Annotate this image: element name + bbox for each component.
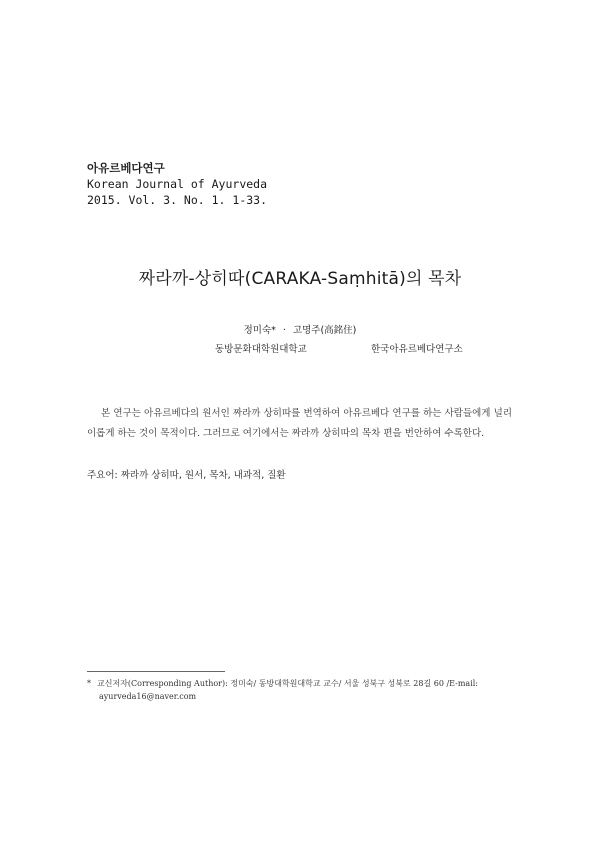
footnote-mark: *	[87, 679, 91, 688]
author-line	[0, 322, 600, 336]
journal-header	[87, 160, 267, 208]
affiliation-2: 한국아유르베다연구소	[371, 344, 463, 355]
journal-name-english: Korean Journal of Ayurveda	[87, 177, 268, 191]
abstract-paragraph: 본 연구는 아유르베다의 원서인 짜라까 상히따를 번역하여 아유르베다 연구를 하는 사람들에게 널리 이롭게 하는 것이 목적이다. 그러므로 여기에서는 짜라까 상히따의 목차 편을 번안하여 수록한다.	[87, 408, 512, 439]
affiliation-1: 동방문화대학원대학교	[215, 344, 307, 355]
footnote-email: ayurveda16@naver.com	[99, 692, 197, 701]
footnote-divider	[87, 671, 225, 672]
author-1: 정미숙*	[243, 325, 276, 336]
paper-title: 짜라까-상히따(CARAKA-Saṃhitā)의 목차	[138, 269, 462, 289]
keywords-line: 주요어: 짜라까 상히따, 원서, 목차, 내과적, 질환	[87, 470, 286, 481]
journal-name-korean: 아유르베다연구	[87, 161, 165, 175]
footnote-line-1: 교신저자(Corresponding Author): 정미숙/ 동방대학원대학교 교수/ 서울 성북구 성북로 28길 60 /E-mail:	[97, 679, 479, 688]
journal-issue: 2015. Vol. 3. No. 1. 1-33.	[87, 193, 268, 207]
author-2: 고명주(高銘住)	[292, 325, 357, 336]
author-separator: ·	[282, 325, 286, 336]
corresponding-author-footnote	[87, 677, 527, 703]
